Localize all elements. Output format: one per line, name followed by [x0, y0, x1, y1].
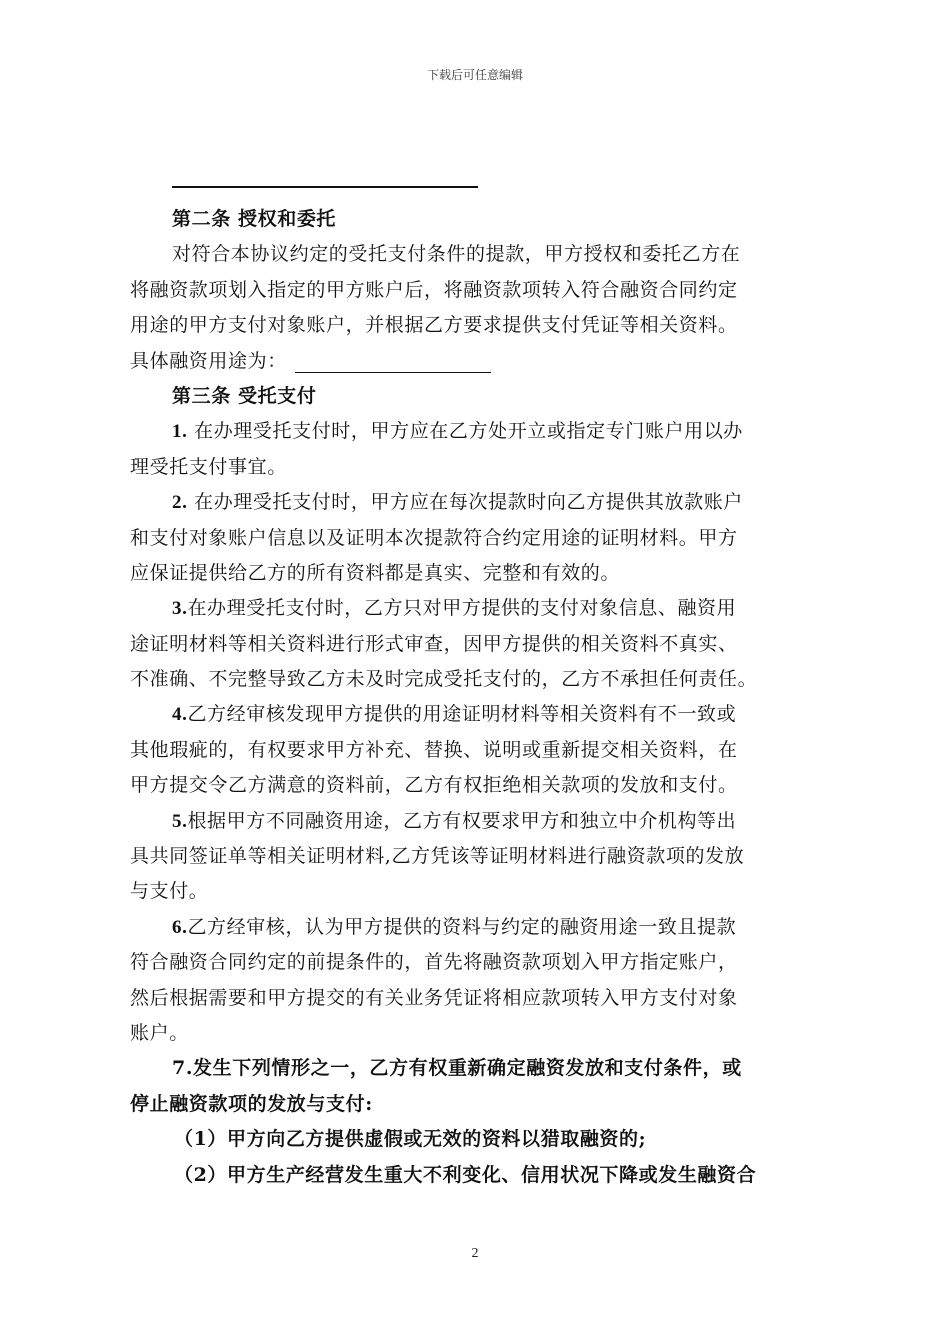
- item-text: 乙方经审核发现甲方提供的用途证明材料等相关资料有不一致或: [187, 703, 737, 726]
- article-2-title: 第二条 授权和委托: [172, 208, 337, 230]
- paragraph-line: 停止融资款项的发放与支付:: [130, 1092, 373, 1115]
- sub-item-line: （1）甲方向乙方提供虚假或无效的资料以猎取融资的;: [174, 1128, 647, 1151]
- sub-item-line: （2）甲方生产经营发生重大不利变化、信用状况下降或发生融资合: [174, 1163, 757, 1186]
- paragraph-line: 应保证提供给乙方的所有资料都是真实、完整和有效的。: [130, 561, 621, 584]
- paragraph-line: 甲方提交令乙方满意的资料前，乙方有权拒绝相关款项的发放和支付。: [130, 774, 738, 797]
- separator-line: [172, 186, 478, 188]
- item-number: 3.: [172, 598, 188, 620]
- paragraph-line: 不准确、不完整导致乙方未及时完成受托支付的，乙方不承担任何责任。: [130, 668, 758, 691]
- document-body: [130, 202, 830, 1193]
- item-text: 在办理受托支付时，乙方只对甲方提供的支付对象信息、融资用: [187, 597, 737, 620]
- item-7-line: 7.发生下列情形之一，乙方有权重新确定融资发放和支付条件，或: [172, 1057, 742, 1080]
- paragraph-line: 理受托支付事宜。: [130, 455, 287, 478]
- paragraph-line: 将融资款项划入指定的甲方账户后，将融资款项转入符合融资合同约定: [130, 278, 738, 301]
- item-text: 在办理受托支付时，甲方应在乙方处开立或指定专门账户用以办: [187, 420, 743, 443]
- item-4-line: [130, 697, 830, 732]
- article-3-title: 第三条 受托支付: [172, 384, 317, 407]
- paragraph-line: 然后根据需要和甲方提交的有关业务凭证将相应款项转入甲方支付对象: [130, 986, 738, 1009]
- usage-line: [130, 344, 830, 379]
- item-number: 6.: [172, 916, 188, 938]
- item-3-line: [130, 591, 830, 626]
- paragraph-line: 与支付。: [130, 880, 209, 903]
- paragraph-line: 途证明材料等相关资料进行形式审查，因甲方提供的相关资料不真实、: [130, 632, 738, 655]
- item-6-line: [130, 910, 830, 945]
- item-number: 2.: [172, 492, 188, 514]
- page-number: 2: [471, 1246, 479, 1261]
- paragraph-line: 其他瑕疵的，有权要求甲方补充、替换、说明或重新提交相关资料，在: [130, 738, 738, 761]
- item-text: 在办理受托支付时，甲方应在每次提款时向乙方提供其放款账户: [187, 491, 743, 514]
- paragraph-line: 账户。: [130, 1021, 189, 1044]
- paragraph-line: 具共同签证单等相关证明材料,乙方凭该等证明材料进行融资款项的发放: [130, 845, 745, 868]
- usage-blank-field: [295, 350, 491, 373]
- item-number: 5.: [172, 810, 188, 832]
- item-5-line: [130, 804, 830, 839]
- item-2-line: [130, 485, 830, 520]
- paragraph-line: 对符合本协议约定的受托支付条件的提款，甲方授权和委托乙方在: [172, 243, 741, 266]
- paragraph-line: 和支付对象账户信息以及证明本次提款符合约定用途的证明材料。甲方: [130, 526, 738, 549]
- paragraph-line: 用途的甲方支付对象账户，并根据乙方要求提供支付凭证等相关资料。: [130, 314, 738, 337]
- paragraph-line: 符合融资合同约定的前提条件的，首先将融资款项划入甲方指定账户，: [130, 951, 738, 974]
- page-header: 下载后可任意编辑: [426, 68, 523, 82]
- item-number: 1.: [172, 421, 188, 443]
- item-number: 4.: [172, 704, 188, 726]
- item-text: 根据甲方不同融资用途，乙方有权要求甲方和独立中介机构等出: [187, 809, 737, 832]
- usage-label: 具体融资用途为：: [130, 349, 287, 372]
- item-1-line: [130, 414, 830, 449]
- item-text: 乙方经审核，认为甲方提供的资料与约定的融资用途一致且提款: [187, 915, 737, 938]
